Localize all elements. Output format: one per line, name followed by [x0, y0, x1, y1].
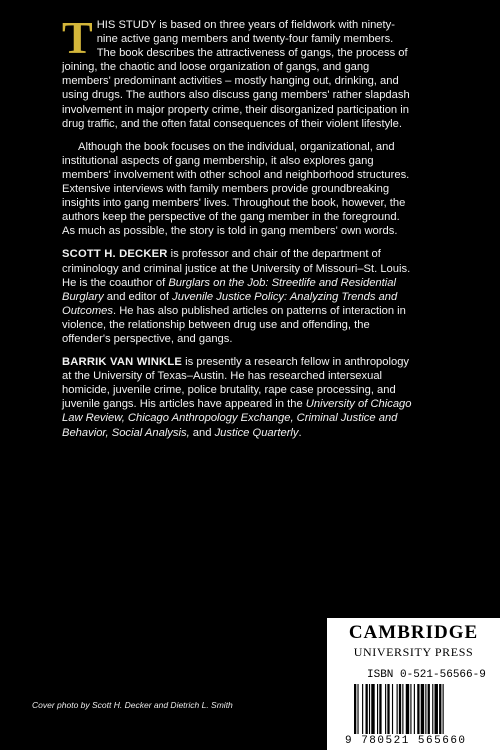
blurb-paragraph-1 — [62, 12, 412, 131]
author-bio-text: . He has also published articles on patterns of interaction in violence, the relationship between drug use and offending, the offender's perspective, and gangs. — [62, 304, 406, 345]
publisher-logo-name: CAMBRIDGE — [348, 622, 479, 643]
book-title: Burglars on the Job: Streetlife and Residential Burglary — [62, 276, 396, 303]
publisher-barcode-box — [327, 618, 500, 750]
drop-cap: T — [62, 12, 93, 63]
isbn-number: ISBN 0-521-56566-9 — [367, 669, 486, 681]
blurb-text — [62, 12, 412, 449]
author-bio-text: is professor and chair of the department of criminology and criminal justice at the University of Missouri–St. Louis. He is the coauthor of — [62, 248, 411, 289]
cover-photo-credit: Cover photo by Scott H. Decker and Dietrich L. Smith — [32, 700, 233, 710]
author-bio-text: . — [298, 426, 302, 439]
author-name: SCOTT H. DECKER — [62, 248, 168, 261]
publisher-logo-subtitle: UNIVERSITY PRESS — [353, 645, 474, 659]
blurb-paragraph-2: Although the book focuses on the individual, organizational, and institutional aspects of gang membership, it also explores gang members' involvement with other school and neighborhood structures. Extensive interviews with family members provide groundbreaking insights into gang members' lives. Throughout the book, however, the authors keep the perspective of the gang member in the foreground. As much as possible, the story is told in gang members' own words. — [62, 140, 410, 238]
author-bio-decker — [62, 247, 412, 346]
blurb-paragraph-1-text: HIS STUDY is based on three years of fieldwork with ninety-nine active gang members and twenty-four family members. The book describes the attractiveness of gangs, the process of joining, the chaotic and loose organization of gangs, and gang members' predominant activities – mostly hanging out, drinking, and using drugs. The authors also discuss gang members' rather slapdash involvement in major property crime, their disorganized participation in drug traffic, and the often fatal consequences of their violent lifestyle. — [62, 19, 410, 130]
author-bio-text: and — [189, 426, 215, 439]
journal-titles: University of Chicago Law Review, Chicago Anthropology Exchange, Criminal Justice and Behavior, Social Analysis, — [62, 398, 412, 439]
author-name: BARRIK VAN WINKLE — [62, 356, 183, 369]
barcode-image — [354, 684, 494, 734]
author-bio-text: and editor of — [103, 290, 173, 303]
author-bio-text: is presently a research fellow in anthropology at the University of Texas–Austin. He has researched intersexual homicide, juvenile crime, police brutality, rape case processing, and juvenile gangs. His articles have appeared in the — [62, 356, 410, 411]
book-title: Juvenile Justice Policy: Analyzing Trends and Outcomes — [62, 290, 398, 317]
journal-title: Justice Quarterly — [214, 426, 299, 439]
barcode-number: 9 780521 565660 — [345, 735, 467, 747]
author-bio-van-winkle — [62, 355, 412, 440]
